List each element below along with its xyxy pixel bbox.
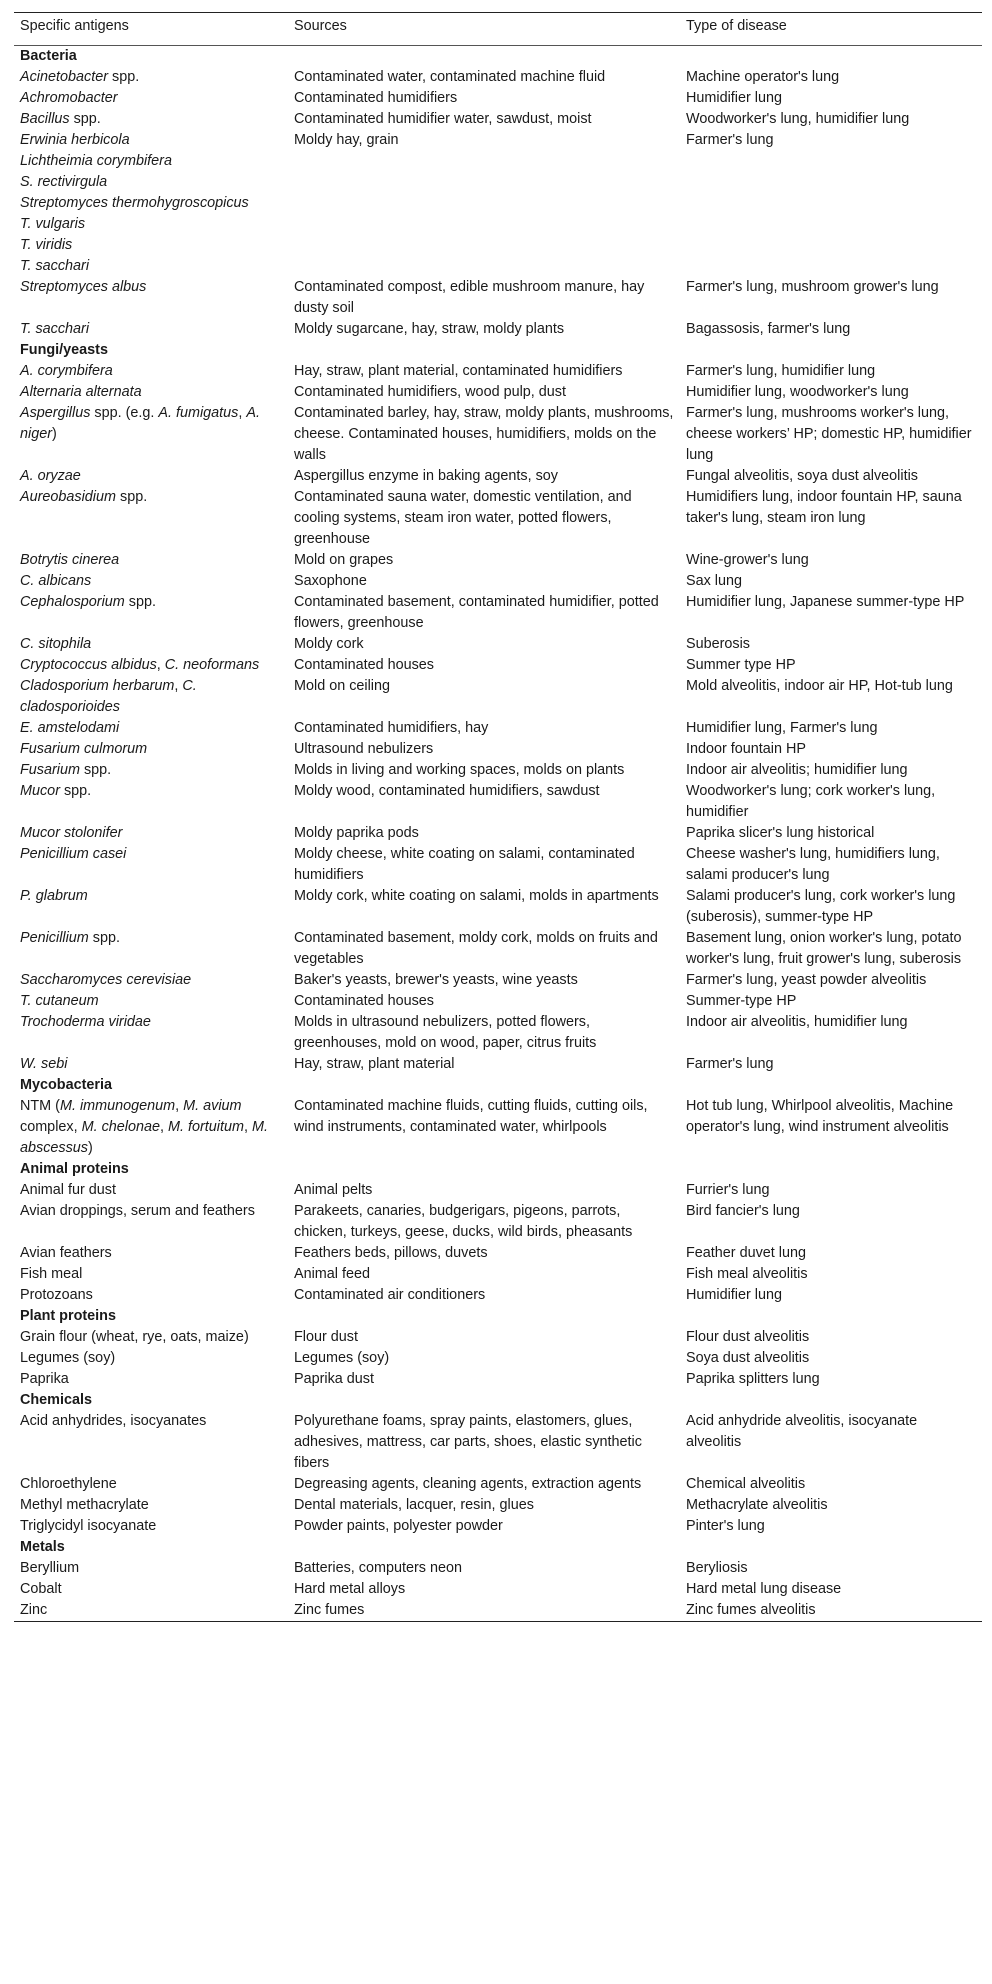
antigen-text: complex, <box>20 1119 82 1135</box>
antigen-text: Mucor stolonifer <box>20 825 123 841</box>
table-row <box>14 1201 982 1243</box>
table-row <box>14 1474 982 1495</box>
antigen-text: Paprika <box>20 1371 69 1387</box>
table-row <box>14 970 982 991</box>
table-row <box>14 1285 982 1306</box>
table-row <box>14 1054 982 1075</box>
antigen-cell <box>14 571 288 592</box>
antigen-cell <box>14 67 288 88</box>
table-row <box>14 88 982 109</box>
table-row <box>14 361 982 382</box>
table-row <box>14 781 982 823</box>
disease-cell: Fish meal alveolitis <box>686 1266 808 1282</box>
disease-cell: Acid anhydride alveolitis, isocyanate alveolitis <box>686 1413 918 1450</box>
disease-cell: Summer type HP <box>686 657 796 673</box>
antigen-cell <box>14 823 288 844</box>
table-row <box>14 1579 982 1600</box>
antigen-text: M. fortuitum <box>168 1119 244 1135</box>
antigen-text: W. sebi <box>20 1056 68 1072</box>
disease-cell: Beryliosis <box>686 1560 748 1576</box>
antigen-cell <box>14 487 288 550</box>
table-row <box>14 277 982 319</box>
antigen-cell <box>14 676 288 718</box>
disease-cell: Farmer's lung, humidifier lung <box>686 363 876 379</box>
source-cell: Batteries, computers neon <box>294 1560 462 1576</box>
antigen-text: T. sacchari <box>20 321 90 337</box>
table-row <box>14 676 982 718</box>
disease-cell: Humidifier lung, woodworker's lung <box>686 384 909 400</box>
table-row <box>14 403 982 466</box>
header-sources: Sources <box>294 18 347 34</box>
section-header-row <box>14 340 982 361</box>
antigen-text: , <box>175 1098 184 1114</box>
source-cell: Saxophone <box>294 573 367 589</box>
source-cell: Legumes (soy) <box>294 1350 390 1366</box>
antigen-text: Methyl methacrylate <box>20 1497 149 1513</box>
disease-cell: Basement lung, onion worker's lung, potato worker's lung, fruit grower's lung, suberosis <box>686 930 962 967</box>
table-row <box>14 928 982 970</box>
source-cell: Hard metal alloys <box>294 1581 406 1597</box>
disease-cell: Zinc fumes alveolitis <box>686 1602 816 1618</box>
antigen-cell <box>14 550 288 571</box>
disease-cell: Paprika slicer's lung historical <box>686 825 875 841</box>
source-cell: Zinc fumes <box>294 1602 365 1618</box>
table-row <box>14 823 982 844</box>
table-row <box>14 130 982 277</box>
disease-cell: Indoor air alveolitis, humidifier lung <box>686 1014 908 1030</box>
table-row <box>14 1600 982 1622</box>
antigen-text: Fusarium culmorum <box>20 741 148 757</box>
section-header-row <box>14 1306 982 1327</box>
antigen-text: A. niger <box>20 405 260 442</box>
antigen-text: A. corymbifera <box>20 363 113 379</box>
antigen-text: spp. <box>79 762 112 778</box>
section-header-row <box>14 1390 982 1411</box>
disease-cell: Farmer's lung <box>686 132 774 148</box>
antigen-text: ) <box>88 1140 93 1156</box>
antigen-text: Legumes (soy) <box>20 1350 116 1366</box>
table-header <box>14 13 982 46</box>
antigen-cell <box>14 1369 288 1390</box>
antigen-text: Animal fur dust <box>20 1182 116 1198</box>
source-cell: Contaminated humidifiers, wood pulp, dust <box>294 384 566 400</box>
antigen-text: , <box>174 678 183 694</box>
antigen-cell <box>14 718 288 739</box>
antigen-text: Penicillium casei <box>20 846 127 862</box>
antigen-text: C. cladosporioides <box>20 678 197 715</box>
antigen-cell <box>14 1096 288 1159</box>
disease-cell: Humidifier lung <box>686 90 782 106</box>
antigen-cell <box>14 592 288 634</box>
table-row <box>14 1495 982 1516</box>
antigen-text: Beryllium <box>20 1560 80 1576</box>
table-row <box>14 1327 982 1348</box>
antigen-cell <box>14 655 288 676</box>
antigen-text: Cryptococcus albidus <box>20 657 157 673</box>
antigen-text: spp. <box>108 69 140 85</box>
disease-cell: Farmer's lung <box>686 1056 774 1072</box>
source-cell: Contaminated humidifiers, hay <box>294 720 489 736</box>
antigen-cell <box>14 1516 288 1537</box>
table-row <box>14 319 982 340</box>
antigen-text: Alternaria alternata <box>20 384 142 400</box>
source-cell: Molds in living and working spaces, molds on plants <box>294 762 625 778</box>
disease-cell: Indoor fountain HP <box>686 741 807 757</box>
source-cell: Contaminated humidifier water, sawdust, moist <box>294 111 592 127</box>
antigen-text: A. fumigatus <box>158 405 239 421</box>
antigen-cell <box>14 1264 288 1285</box>
antigen-text: Cladosporium herbarum <box>20 678 175 694</box>
antigen-text: spp. <box>116 489 148 505</box>
antigen-cell <box>14 928 288 970</box>
source-cell: Flour dust <box>294 1329 358 1345</box>
disease-cell: Chemical alveolitis <box>686 1476 806 1492</box>
source-cell: Hay, straw, plant material <box>294 1056 455 1072</box>
source-cell: Mold on ceiling <box>294 678 390 694</box>
antigen-text: M. avium <box>183 1098 242 1114</box>
antigen-text: Mucor <box>20 783 60 799</box>
source-cell: Contaminated water, contaminated machine fluid <box>294 69 606 85</box>
table-row <box>14 886 982 928</box>
disease-cell: Suberosis <box>686 636 750 652</box>
disease-cell: Furrier's lung <box>686 1182 770 1198</box>
disease-cell: Pinter's lung <box>686 1518 765 1534</box>
table-row <box>14 739 982 760</box>
antigen-text: spp. (e.g. <box>90 405 159 421</box>
source-cell: Mold on grapes <box>294 552 394 568</box>
disease-cell: Hard metal lung disease <box>686 1581 842 1597</box>
antigen-cell <box>14 109 288 130</box>
disease-cell: Feather duvet lung <box>686 1245 807 1261</box>
antigen-cell <box>14 1285 288 1306</box>
section-title: Plant proteins <box>20 1308 116 1324</box>
table-row <box>14 991 982 1012</box>
table-row <box>14 109 982 130</box>
header-type-of-disease: Type of disease <box>686 18 787 34</box>
antigen-text: Trochoderma viridae <box>20 1014 151 1030</box>
antigen-cell <box>14 886 288 928</box>
antigen-text: NTM ( <box>20 1098 60 1114</box>
disease-cell: Hot tub lung, Whirlpool alveolitis, Machine operator's lung, wind instrument alveolitis <box>686 1098 954 1135</box>
antigen-cell <box>14 130 288 277</box>
source-cell: Contaminated sauna water, domestic ventilation, and cooling systems, steam iron water, potted flowers, greenhouse <box>294 489 632 547</box>
antigen-text: C. neoformans <box>164 657 260 673</box>
disease-cell: Farmer's lung, yeast powder alveolitis <box>686 972 927 988</box>
source-cell: Contaminated compost, edible mushroom manure, hay dusty soil <box>294 279 645 316</box>
disease-cell: Humidifier lung, Farmer's lung <box>686 720 878 736</box>
table-body <box>14 46 982 1622</box>
section-header-row <box>14 1159 982 1180</box>
antigen-cell <box>14 88 288 109</box>
antigen-text: Saccharomyces cerevisiae <box>20 972 192 988</box>
disease-cell: Methacrylate alveolitis <box>686 1497 828 1513</box>
source-cell: Molds in ultrasound nebulizers, potted flowers, greenhouses, mold on wood, paper, citrus fruits <box>294 1014 597 1051</box>
section-title: Chemicals <box>20 1392 92 1408</box>
source-cell: Contaminated basement, contaminated humidifier, potted flowers, greenhouse <box>294 594 659 631</box>
antigen-text: Aspergillus <box>20 405 91 421</box>
table-row <box>14 634 982 655</box>
table-row <box>14 1348 982 1369</box>
source-cell: Contaminated machine fluids, cutting fluids, cutting oils, wind instruments, contaminated water, whirlpools <box>294 1098 648 1135</box>
antigen-cell <box>14 739 288 760</box>
disease-cell: Farmer's lung, mushrooms worker's lung, cheese workers’ HP; domestic HP, humidifier lung <box>686 405 972 463</box>
antigen-cell <box>14 634 288 655</box>
antigen-text: M. abscessus <box>20 1119 268 1156</box>
antigen-cell <box>14 1411 288 1474</box>
antigen-text: E. amstelodami <box>20 720 120 736</box>
antigen-text: M. chelonae <box>81 1119 160 1135</box>
antigen-text: P. glabrum <box>20 888 88 904</box>
source-cell: Moldy cork <box>294 636 364 652</box>
disease-cell: Summer-type HP <box>686 993 797 1009</box>
antigen-text: , <box>238 405 247 421</box>
table-row <box>14 1411 982 1474</box>
table-row <box>14 67 982 88</box>
table-row <box>14 718 982 739</box>
table-row <box>14 550 982 571</box>
source-cell: Parakeets, canaries, budgerigars, pigeons, parrots, chicken, turkeys, geese, ducks, wild birds, pheasants <box>294 1203 633 1240</box>
antigen-text: Aureobasidium <box>20 489 116 505</box>
disease-cell: Bagassosis, farmer's lung <box>686 321 851 337</box>
source-cell: Ultrasound nebulizers <box>294 741 434 757</box>
antigen-text: A. oryzae <box>20 468 81 484</box>
disease-cell: Humidifiers lung, indoor fountain HP, sauna taker's lung, steam iron lung <box>686 489 962 526</box>
section-header-row <box>14 1075 982 1096</box>
source-cell: Contaminated humidifiers <box>294 90 458 106</box>
antigen-text: Achromobacter <box>20 90 118 106</box>
antigen-cell <box>14 1012 288 1054</box>
header-row <box>14 13 982 46</box>
source-cell: Animal pelts <box>294 1182 373 1198</box>
antigen-text: Acinetobacter <box>20 69 108 85</box>
section-header-row <box>14 46 982 68</box>
antigen-cell <box>14 991 288 1012</box>
source-cell: Polyurethane foams, spray paints, elastomers, glues, adhesives, mattress, car parts, shoes, elastic synthetic fibers <box>294 1413 642 1471</box>
table-row <box>14 760 982 781</box>
table-row <box>14 382 982 403</box>
source-cell: Contaminated houses <box>294 993 434 1009</box>
antigen-cell <box>14 1327 288 1348</box>
source-cell: Contaminated air conditioners <box>294 1287 486 1303</box>
source-cell: Paprika dust <box>294 1371 374 1387</box>
antigen-text: Grain flour (wheat, rye, oats, maize) <box>20 1329 249 1345</box>
disease-cell: Sax lung <box>686 573 743 589</box>
antigen-cell <box>14 361 288 382</box>
antigen-cell <box>14 1243 288 1264</box>
table-row <box>14 592 982 634</box>
source-cell: Degreasing agents, cleaning agents, extraction agents <box>294 1476 642 1492</box>
disease-cell: Flour dust alveolitis <box>686 1329 810 1345</box>
antigen-cell <box>14 1558 288 1579</box>
table-row <box>14 1243 982 1264</box>
source-cell: Contaminated houses <box>294 657 434 673</box>
antigen-cell <box>14 277 288 319</box>
antigen-text: spp. <box>69 111 101 127</box>
table-row <box>14 1264 982 1285</box>
antigen-text: , <box>243 1119 252 1135</box>
source-cell: Aspergillus enzyme in baking agents, soy <box>294 468 558 484</box>
antigen-text: Cephalosporium <box>20 594 125 610</box>
antigen-text: Avian droppings, serum and feathers <box>20 1203 255 1219</box>
source-cell: Contaminated basement, moldy cork, molds on fruits and vegetables <box>294 930 658 967</box>
disease-cell: Humidifier lung, Japanese summer-type HP <box>686 594 965 610</box>
source-cell: Contaminated barley, hay, straw, moldy plants, mushrooms, cheese. Contaminated houses, humidifiers, molds on the walls <box>294 405 674 463</box>
disease-cell: Indoor air alveolitis; humidifier lung <box>686 762 908 778</box>
antigen-text: Fusarium <box>20 762 80 778</box>
antigen-text: Cobalt <box>20 1581 62 1597</box>
antigen-cell <box>14 1600 288 1622</box>
antigen-cell <box>14 403 288 466</box>
source-cell: Moldy cheese, white coating on salami, contaminated humidifiers <box>294 846 635 883</box>
antigen-text: spp. <box>124 594 156 610</box>
header-specific-antigens: Specific antigens <box>20 18 129 34</box>
antigen-cell <box>14 1201 288 1243</box>
antigen-text: , <box>160 1119 168 1135</box>
antigen-text: Triglycidyl isocyanate <box>20 1518 157 1534</box>
antigen-cell <box>14 466 288 487</box>
table-row <box>14 655 982 676</box>
antigen-cell <box>14 1054 288 1075</box>
table-row <box>14 1369 982 1390</box>
source-cell: Moldy paprika pods <box>294 825 419 841</box>
antigen-text: Fish meal <box>20 1266 83 1282</box>
source-cell: Baker's yeasts, brewer's yeasts, wine yeasts <box>294 972 578 988</box>
table-row <box>14 1096 982 1159</box>
antigen-text: ) <box>52 426 57 442</box>
source-cell: Animal feed <box>294 1266 370 1282</box>
source-cell: Moldy sugarcane, hay, straw, moldy plants <box>294 321 565 337</box>
antigen-text: Chloroethylene <box>20 1476 117 1492</box>
disease-cell: Fungal alveolitis, soya dust alveolitis <box>686 468 918 484</box>
antigen-text: M. immunogenum <box>59 1098 176 1114</box>
antigen-cell <box>14 1579 288 1600</box>
antigen-text: T. cutaneum <box>20 993 99 1009</box>
disease-cell: Woodworker's lung; cork worker's lung, humidifier <box>686 783 936 820</box>
table-row <box>14 844 982 886</box>
antigen-text: , <box>156 657 165 673</box>
antigen-table <box>14 12 982 1622</box>
antigen-cell <box>14 970 288 991</box>
disease-cell: Salami producer's lung, cork worker's lung (suberosis), summer-type HP <box>686 888 956 925</box>
table-row <box>14 1180 982 1201</box>
antigen-text: Avian feathers <box>20 1245 112 1261</box>
source-cell: Feathers beds, pillows, duvets <box>294 1245 488 1261</box>
antigen-cell <box>14 781 288 823</box>
section-title: Bacteria <box>20 48 77 64</box>
source-cell: Powder paints, polyester powder <box>294 1518 503 1534</box>
table-row <box>14 1558 982 1579</box>
antigen-cell <box>14 760 288 781</box>
section-title: Mycobacteria <box>20 1077 112 1093</box>
antigen-text: Streptomyces albus <box>20 279 147 295</box>
table-row <box>14 571 982 592</box>
antigen-text: C. sitophila <box>20 636 92 652</box>
antigen-cell <box>14 319 288 340</box>
disease-cell: Machine operator's lung <box>686 69 840 85</box>
section-title: Animal proteins <box>20 1161 129 1177</box>
antigen-cell <box>14 1348 288 1369</box>
disease-cell: Paprika splitters lung <box>686 1371 820 1387</box>
antigen-cell <box>14 382 288 403</box>
disease-cell: Woodworker's lung, humidifier lung <box>686 111 910 127</box>
antigen-text: Bacillus <box>20 111 70 127</box>
table-row <box>14 466 982 487</box>
antigen-text: Acid anhydrides, isocyanates <box>20 1413 207 1429</box>
disease-cell: Cheese washer's lung, humidifiers lung, salami producer's lung <box>686 846 940 883</box>
antigen-cell <box>14 844 288 886</box>
source-cell: Moldy cork, white coating on salami, molds in apartments <box>294 888 659 904</box>
antigen-cell <box>14 1474 288 1495</box>
section-header-row <box>14 1537 982 1558</box>
section-title: Metals <box>20 1539 65 1555</box>
disease-cell: Bird fancier's lung <box>686 1203 800 1219</box>
antigen-text: Erwinia herbicola Lichtheimia corymbifera S. rectivirgula Streptomyces thermohygroscopicus T. vulgaris T. viridis T. sacchari <box>20 132 249 274</box>
antigen-text: spp. <box>88 930 120 946</box>
antigen-text: Penicillium <box>20 930 89 946</box>
source-cell: Moldy hay, grain <box>294 132 399 148</box>
antigen-cell <box>14 1495 288 1516</box>
antigen-text: Botrytis cinerea <box>20 552 120 568</box>
disease-cell: Soya dust alveolitis <box>686 1350 810 1366</box>
table-row <box>14 1012 982 1054</box>
disease-cell: Farmer's lung, mushroom grower's lung <box>686 279 939 295</box>
table-row <box>14 487 982 550</box>
disease-cell: Humidifier lung <box>686 1287 782 1303</box>
antigen-text: spp. <box>59 783 92 799</box>
source-cell: Hay, straw, plant material, contaminated humidifiers <box>294 363 623 379</box>
section-title: Fungi/yeasts <box>20 342 108 358</box>
disease-cell: Mold alveolitis, indoor air HP, Hot-tub lung <box>686 678 953 694</box>
table-row <box>14 1516 982 1537</box>
antigen-cell <box>14 1180 288 1201</box>
antigen-text: C. albicans <box>20 573 92 589</box>
antigen-text: Protozoans <box>20 1287 93 1303</box>
disease-cell: Wine-grower's lung <box>686 552 809 568</box>
source-cell: Moldy wood, contaminated humidifiers, sawdust <box>294 783 600 799</box>
source-cell: Dental materials, lacquer, resin, glues <box>294 1497 534 1513</box>
antigen-text: Zinc <box>20 1602 48 1618</box>
